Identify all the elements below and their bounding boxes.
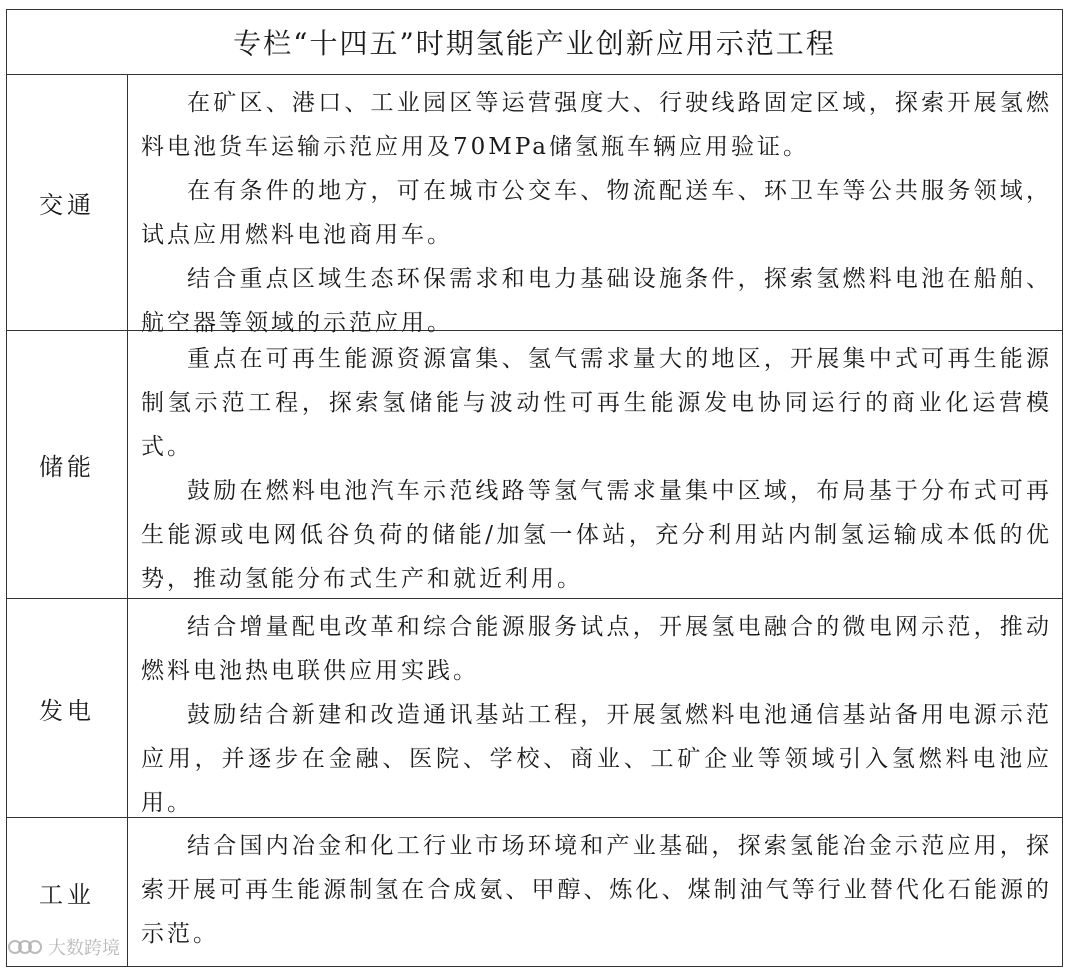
row-label-power: 发电 [7,599,128,817]
row-content-storage [128,331,1062,598]
table-row-storage [7,331,1062,599]
table-row-industry [7,818,1062,966]
row-content-transport [128,75,1062,336]
watermark [8,934,120,960]
paragraph: 在有条件的地方，可在城市公交车、物流配送车、环卫车等公共服务领域，试点应用燃料电池商用车。 [141,178,1052,248]
demo-projects-table [6,9,1063,967]
paragraph: 结合增量配电改革和综合能源服务试点，开展氢电融合的微电网示范，推动燃料电池热电联供应用实践。 [141,614,1052,684]
paragraph: 鼓励在燃料电池汽车示范线路等氢气需求量集中区域，布局基于分布式可再生能源或电网低谷负荷的储能/加氢一体站，充分利用站内制氢运输成本低的优势，推动氢能分布式生产和就近利用。 [141,478,1052,592]
paragraph: 鼓励结合新建和改造通讯基站工程，开展氢燃料电池通信基站备用电源示范应用，并逐步在金融、医院、学校、商业、工矿企业等领域引入氢燃料电池应用。 [141,702,1052,816]
row-label-industry: 工业 [7,818,128,966]
paragraph: 结合重点区域生态环保需求和电力基础设施条件，探索氢燃料电池在船舶、航空器等领域的示范应用。 [141,266,1052,336]
brand-logo-icon [8,939,42,955]
table-row-power [7,599,1062,818]
row-label-transport: 交通 [7,75,128,330]
row-content-industry [128,818,1062,966]
row-content-power [128,599,1062,817]
row-label-storage: 储能 [7,331,128,598]
watermark-text: 大数跨境 [48,938,120,959]
paragraph: 在矿区、港口、工业园区等运营强度大、行驶线路固定区域，探索开展氢燃料电池货车运输示范应用及70MPa储氢瓶车辆应用验证。 [141,90,1052,160]
table-title: 专栏“十四五”时期氢能产业创新应用示范工程 [7,10,1062,75]
table-row-transport [7,75,1062,336]
paragraph: 结合国内冶金和化工行业市场环境和产业基础，探索氢能冶金示范应用，探索开展可再生能源制氢在合成氨、甲醇、炼化、煤制油气等行业替代化石能源的示范。 [141,833,1052,947]
paragraph: 重点在可再生能源资源富集、氢气需求量大的地区，开展集中式可再生能源制氢示范工程，探索氢储能与波动性可再生能源发电协同运行的商业化运营模式。 [141,346,1052,460]
